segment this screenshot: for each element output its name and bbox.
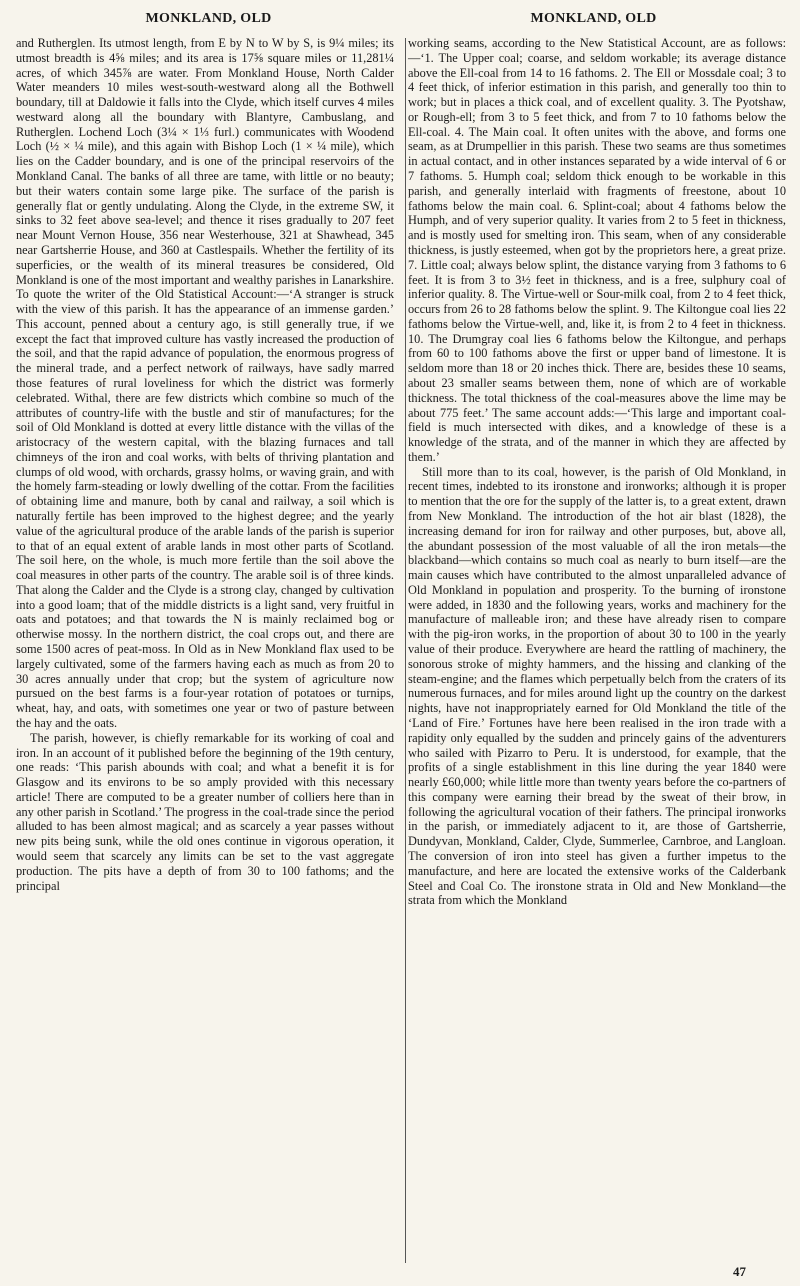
right-paragraph-1: working seams, according to the New Statistical Account, are as follows:—‘1. The Upper coal; coarse, and seldom workable; its average distance above the Ell-coal from 14 to 16 fathoms. 2. The Ell or Mossdale coal; 3 to 4 feet thick, of inferior estimation in this parish, and generally too thin to work; but in places a thick coal, and of excellent quality. 3. The Pyotshaw, or Rough-ell; from 3 to 5 feet thick, and from 7 to 10 fathoms below the Ell-coal. 4. The Main coal. It often unites with the above, and forms one seam, as at Drumpellier in this parish. These two seams are thus sometimes in actual contact, and in other instances separated by a wide interval of 6 or 7 fathoms. 5. Humph coal; seldom thick enough to be workable in this parish, and generally interlaid with fragments of freestone, about 10 fathoms below the main coal. 6. Splint-coal; about 4 fathoms below the Humph, and of very superior quality. It varies from 2 to 5 feet in thickness, and is mostly used for smelting iron. This seam, when of any considerable thickness, is justly esteemed, when got by the proprietors here, a great prize. 7. Little coal; always below splint, the distance varying from 3 fathoms to 6 feet. It is from 3 to 3½ feet in thickness, and is a free, sulphury coal of inferior quality. 8. The Virtue-well or Sour-milk coal, from 2 to 4 feet thick, occurs from 26 to 28 fathoms below the splint. 9. The Kiltongue coal lies 22 fathoms below the Virtue-well, and, like it, is from 2 to 4 feet in thickness. 10. The Drumgray coal lies 6 fathoms below the Kiltongue, and perhaps from 60 to 100 fathoms above the first or upper band of limestone. It is seldom more than 18 or 20 inches thick. There are, besides these 10 seams, about 23 smaller seams between them, none of which are of workable thickness. The total thickness of the coal-measures above the lime may be about 775 feet.’ The same account adds:—‘This large and important coal-field is much intersected with dikes, and a knowledge of these is a knowledge of the strata, and of the manner in which they are affected by them.’ [408,36,786,464]
left-column [16,36,394,908]
running-title-left: MONKLAND, OLD [145,11,272,26]
column-divider [405,38,406,1263]
text-columns [16,36,786,908]
right-paragraph-2: Still more than to its coal, however, is the parish of Old Monkland, in recent times, indebted to its ironstone and ironworks; although it is proper to mention that the ore for the supply of the latter is, to a great extent, drawn from New Monkland. The introduction of the hot air blast (1828), the increasing demand for iron for railway and other purposes, but, above all, the abundant possession of the most valuable of all the iron metals—the blackband—which contains so much coal as nearly to burn itself—are the main causes which have contributed to the almost unparalleled advance of Old Monkland in population and prosperity. To the burning of ironstone were added, in 1830 and the following years, works and machinery for the manufacture of malleable iron; and these have already risen to compare with the pig-iron works, in the proportion of about 30 to 100 in the yearly value of their produce. Everywhere are heard the rattling of machinery, the sonorous stroke of mighty hammers, and the hissing and clanking of the steam-engine; and the flames which perpetually belch from the craters of its numerous furnaces, and for miles around light up the country on the darkest nights, have not inappropriately earned for Old Monkland the title of the ‘Land of Fire.’ Fortunes have here been realised in the iron trade with a rapidity only equalled by the sudden and princely gains of the adventurers who sailed with Pizarro to Peru. It is understood, for example, that the profits of a single establishment in this line during the year 1840 were nearly £60,000; while little more than twenty years before the co-partners of this company were earning their bread by the sweat of their brow, in following the agricultural vocation of their fathers. The principal ironworks in the parish, or immediately adjacent to it, are those of Gartsherrie, Dundyvan, Monkland, Calder, Clyde, Summerlee, Carnbroe, and Langloan. The conversion of iron into steel has given a further impetus to the manufacture, and here are located the extensive works of the Calderbank Steel and Coal Co. The ironstone strata in Old and New Monkland—the strata from which the Monkland [408,464,786,908]
left-paragraph-2: The parish, however, is chiefly remarkable for its working of coal and iron. In an account of it published before the beginning of the 19th century, one reads: ‘This parish abounds with coal; and what a benefit it is for Glasgow and its environs to be so amply provided with this necessary article! There are computed to be a greater number of colliers here than in any other parish in Scotland.’ The progress in the coal-trade since the period alluded to has been almost magical; and as scarcely a year passes without new pits being sunk, while the old ones continue in vigorous operation, it would seem that scarcely any limits can be set to the vast aggregate production. The pits have a depth of from 30 to 100 fathoms; and the principal [16,730,394,893]
running-title-right: MONKLAND, OLD [530,11,657,26]
left-paragraph-1: and Rutherglen. Its utmost length, from E by N to W by S, is 9¼ miles; its utmost breadth is 4⅝ miles; and its area is 17⅝ square miles or 11,281¼ acres, of which 345⅞ are water. From Monkland House, North Calder Water meanders 10 miles west-south-westward along all the Bothwell boundary, till at Daldowie it falls into the Clyde, which itself curves 4 miles westward along all the boundary with Blantyre, Cambuslang, and Rutherglen. Lochend Loch (3¼ × 1⅓ furl.) communicates with Woodend Loch (½ × ¼ mile), and this again with Bishop Loch (1 × ¼ mile), which lies on the Cadder boundary, and is one of the principal reservoirs of the Monkland Canal. The banks of all three are tame, with little or no beauty; but their waters contain some large pike. The surface of the parish is generally flat or gently undulating. Along the Clyde, in the extreme SW, it sinks to 32 feet above sea-level; and thence it rises gradually to 207 feet near Mount Vernon House, 356 near Westerhouse, 321 at Shawhead, 345 near Gartsherrie House, and 360 at Castlespails. Whether the fertility of its superficies, or the wealth of its mineral treasures be considered, Old Monkland is one of the most important and wealthy parishes in Lanarkshire. To quote the writer of the Old Statistical Account:—‘A stranger is struck with the view of this parish. It has the appearance of an immense garden.’ This account, penned about a century ago, is still generally true, if we except the fact that improved culture has vastly increased the production of the soil, and that the rapid advance of population, the enormous progress of the mineral trade, and a perfect network of railways, have sadly marred those features of rural loveliness for which the district was formerly celebrated. Withal, there are few districts which combine so much of the attributes of country-life with the bustle and stir of manufactures; for the soil of Old Monkland is dotted at every little distance with the villas of the aristocracy of the western capital, with the blazing furnaces and tall chimneys of the iron and coal works, with belts of thriving plantation and clumps of old wood, with orchards, grassy holms, or waving grain, and with the homely farm-steading or lowly dwelling of the cottar. From the facilities of obtaining lime and manure, both by canal and railway, a soil which is naturally fertile has been improved to the highest degree; and the yearly value of the agricultural produce of the arable lands of the parish is superior to that of an equal extent of arable lands in most other parts of Scotland. The soil here, on the whole, is much more fertile than the soil above the coal measures in other parts of the country. The arable soil is of three kinds. That along the Calder and the Clyde is a strong clay, changed by cultivation into a good loam; that of the middle districts is a light sand, very fruitful in oats and potatoes; and that towards the N is mainly reclaimed bog or otherwise mossy. In the northern district, the coal crops out, and there are some 1500 acres of peat-moss. In Old as in New Monkland flax used to be largely cultivated, some of the farmers having each as much as from 20 to 30 acres annually under that crop; but the system of agriculture now pursued on the best farms is a four-year rotation of potatoes or turnips, wheat, hay, and oats, with sometimes one year or two of pasture between the hay and the oats. [16,36,394,730]
right-column [408,36,786,908]
running-header [16,8,786,30]
page-number: 47 [733,1264,746,1279]
